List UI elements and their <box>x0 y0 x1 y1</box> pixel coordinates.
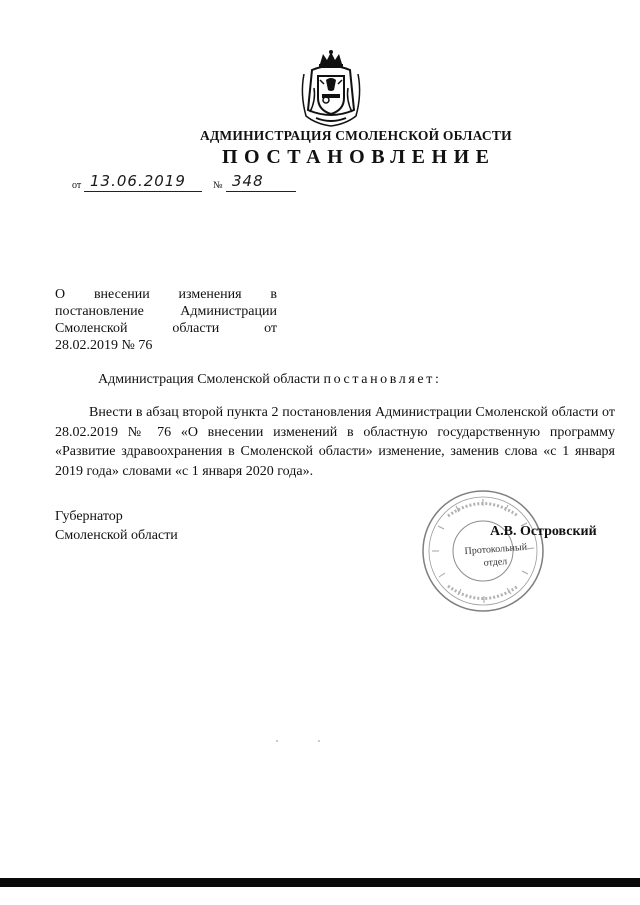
scan-speck <box>318 740 320 742</box>
seal-line: отдел <box>483 556 508 569</box>
scan-edge-bar <box>0 878 640 887</box>
subject-line: 28.02.2019 № 76 <box>55 338 153 353</box>
subject-line: Смоленской области от <box>55 321 277 336</box>
organization-name: АДМИНИСТРАЦИЯ СМОЛЕНСКОЙ ОБЛАСТИ <box>200 128 512 143</box>
preamble-lead: Администрация Смоленской области <box>98 372 324 387</box>
document-subject <box>55 286 277 354</box>
number-label: № <box>213 180 223 191</box>
registration-line <box>72 172 312 194</box>
scan-speck <box>276 740 278 742</box>
preamble-action: постановляет: <box>323 372 442 387</box>
position-line: Смоленской области <box>55 528 178 543</box>
coat-of-arms-emblem <box>296 50 366 128</box>
date-value-handwritten: 13.06.2019 <box>90 172 186 190</box>
subject-line: О внесении изменения в <box>55 287 277 302</box>
coat-of-arms-icon <box>296 50 366 128</box>
preamble <box>98 372 518 388</box>
signatory-name: А.В. Островский <box>490 524 597 539</box>
document-type-title: ПОСТАНОВЛЕНИЕ <box>222 146 496 168</box>
number-value-handwritten: 348 <box>232 172 264 190</box>
seal-line: Протокольный <box>464 541 528 558</box>
subject-line: постановление Администрации <box>55 304 277 319</box>
date-underline <box>84 191 202 192</box>
seal-center-text <box>464 541 526 571</box>
date-label: от <box>72 180 82 191</box>
signatory-position <box>55 507 255 545</box>
position-line: Губернатор <box>55 509 123 524</box>
body-paragraph: Внести в абзац второй пункта 2 постановления Администрации Смоленской области от 28.02.2019 № 76 «О внесении изменений в областную государственную программу «Развитие здравоохранения в Смоленской области» изменение, заменив слова «с 1 января 2019 года» словами «с 1 января 2020 года». <box>55 405 615 479</box>
number-underline <box>226 191 296 192</box>
